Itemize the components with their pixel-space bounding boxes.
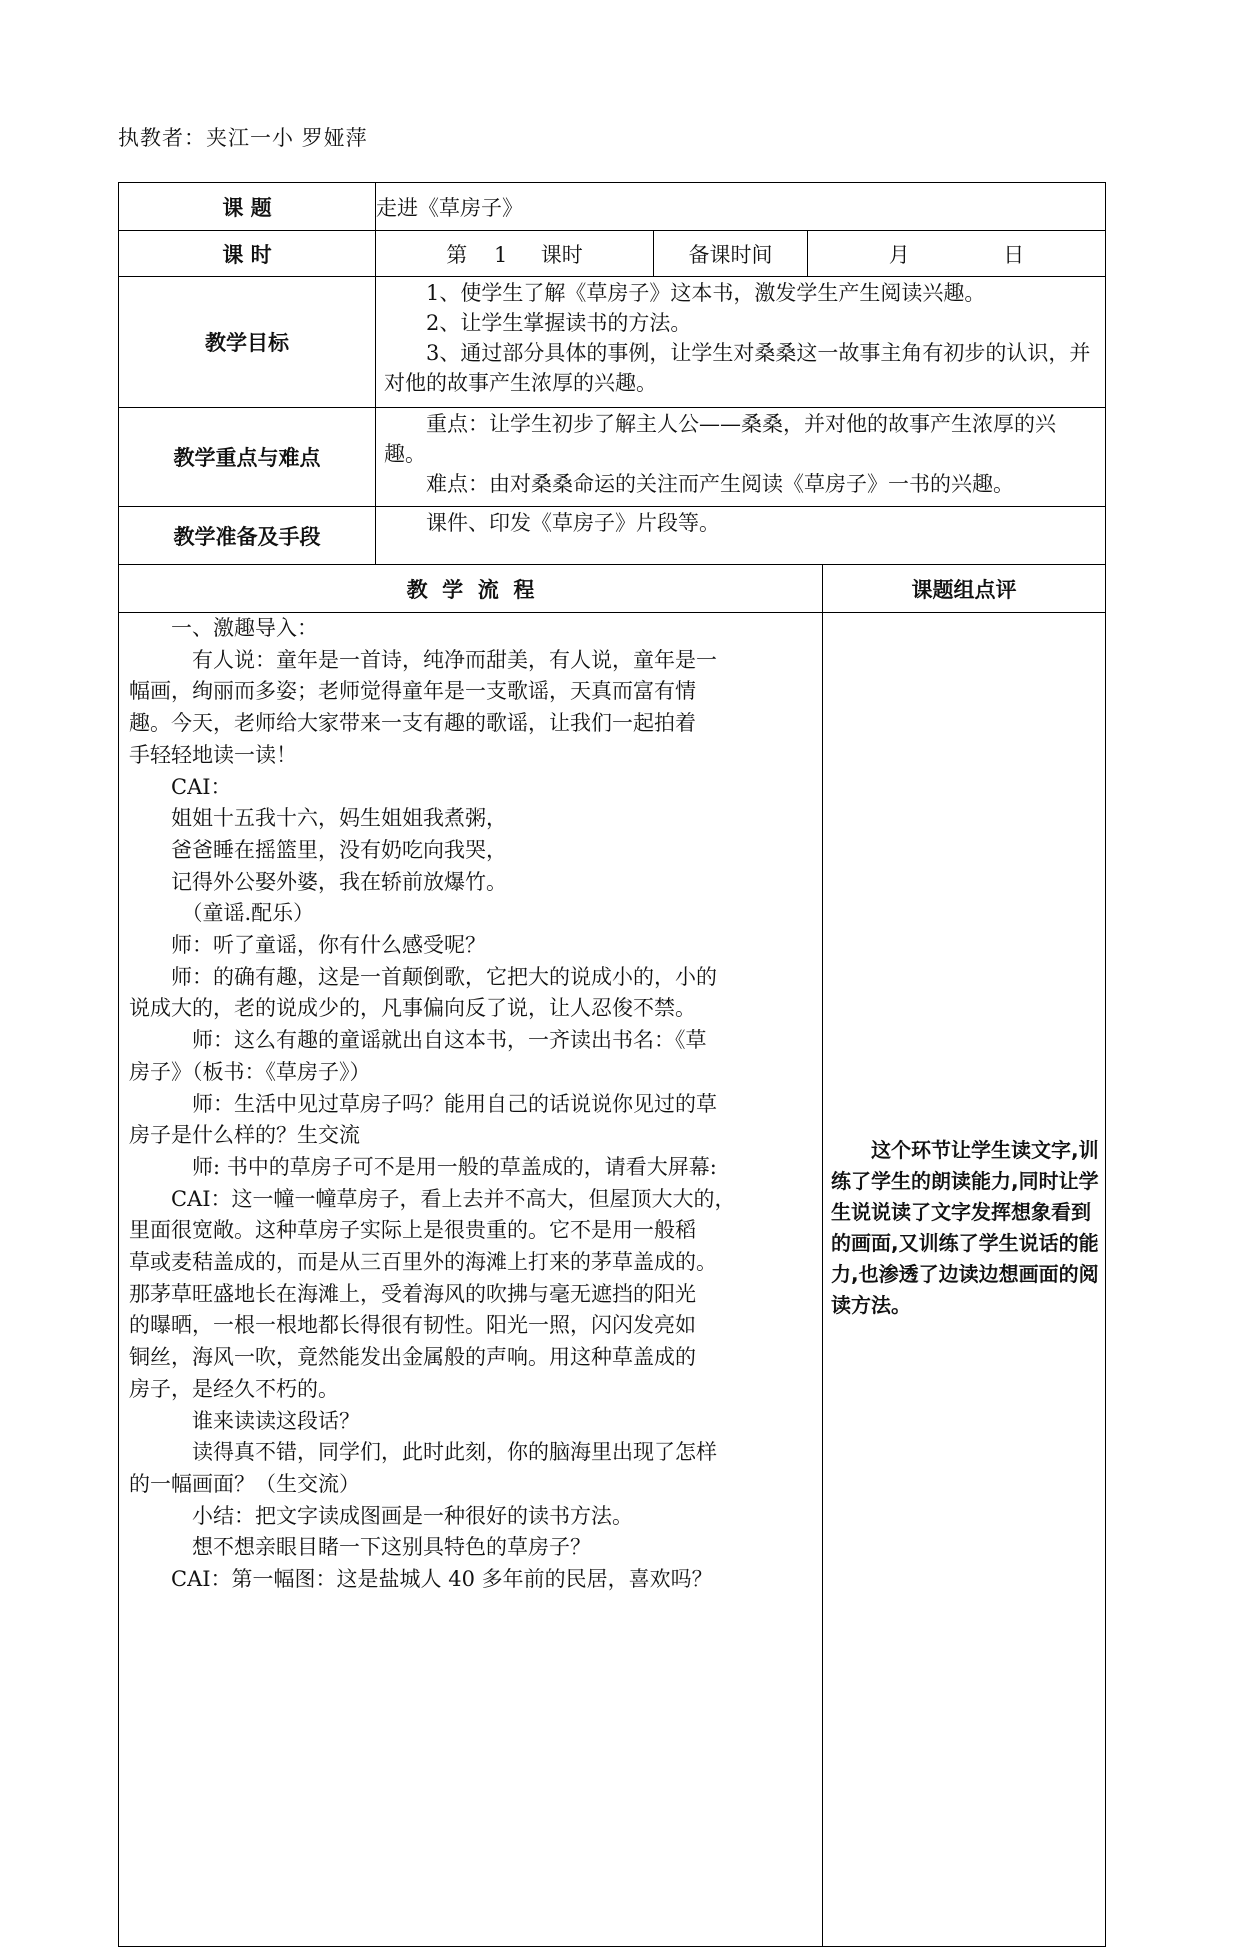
comment-text: 这个环节让学生读文字,训练了学生的朗读能力,同时让学生说说读了文字发挥想象看到的画面,又训练了学生说话的能力,也渗透了边读边想画面的阅读方法。 — [831, 1138, 1099, 1317]
flow-line: 里面很宽敞。这种草房子实际上是很贵重的。它不是用一般稻 — [129, 1218, 696, 1243]
flow-line: CAI： — [129, 774, 232, 799]
topic-label: 课 题 — [119, 183, 376, 231]
flow-line: 想不想亲眼目睹一下这别具特色的草房子？ — [129, 1535, 591, 1560]
objective-item: 1、使学生了解《草房子》这本书，激发学生产生阅读兴趣。 — [426, 281, 986, 305]
topic-value: 走进《草房子》 — [376, 183, 1106, 231]
period-value: 第 1 课时 — [376, 231, 654, 277]
key-points-label: 教学重点与难点 — [119, 408, 376, 507]
lesson-info-table — [118, 182, 1106, 565]
flow-line: 的一幅画面？（生交流） — [129, 1471, 360, 1496]
period-label: 课 时 — [119, 231, 376, 277]
preparation-content — [376, 507, 1106, 565]
preparation-label: 教学准备及手段 — [119, 507, 376, 565]
flow-line: 草或麦秸盖成的，而是从三百里外的海滩上打来的茅草盖成的。 — [129, 1250, 717, 1275]
flow-line: 房子是什么样的？生交流 — [129, 1123, 360, 1148]
flow-line: 记得外公娶外婆，我在轿前放爆竹。 — [129, 869, 507, 894]
prep-time-label: 备课时间 — [654, 231, 808, 277]
comment-header: 课题组点评 — [823, 565, 1106, 613]
teacher-line: 执教者：夹江一小 罗娅萍 — [118, 126, 368, 150]
flow-line: 那茅草旺盛地长在海滩上，受着海风的吹拂与毫无遮挡的阳光 — [129, 1281, 696, 1306]
objective-item: 2、让学生掌握读书的方法。 — [426, 311, 692, 335]
flow-line: 一、激趣导入： — [129, 616, 318, 640]
preparation-value: 课件、印发《草房子》片段等。 — [426, 511, 720, 535]
flow-line: 师：生活中见过草房子吗？能用自己的话说说你见过的草 — [129, 1091, 717, 1116]
flow-line: 师：的确有趣，这是一首颠倒歌，它把大的说成小的，小的 — [129, 964, 717, 989]
flow-line: 小结：把文字读成图画是一种很好的读书方法。 — [129, 1503, 633, 1528]
flow-line: 幅画，绚丽而多姿；老师觉得童年是一支歌谣，天真而富有情 — [129, 679, 696, 704]
flow-line: 谁来读读这段话？ — [129, 1408, 360, 1433]
flow-line: 铜丝，海风一吹，竟然能发出金属般的声响。用这种草盖成的 — [129, 1345, 696, 1370]
key-point-item: 重点：让学生初步了解主人公——桑桑，并对他的故事产生浓厚的兴趣。 — [384, 412, 1056, 466]
flow-line: 姐姐十五我十六，妈生姐姐我煮粥， — [129, 806, 507, 831]
flow-line: 读得真不错，同学们，此时此刻，你的脑海里出现了怎样 — [129, 1440, 717, 1465]
flow-header: 教 学 流 程 — [119, 565, 823, 613]
objectives-label: 教学目标 — [119, 277, 376, 408]
flow-line: （童谣.配乐） — [129, 901, 315, 926]
objectives-content — [376, 277, 1106, 408]
comment-cell — [823, 613, 1106, 1947]
flow-line: 师：这么有趣的童谣就出自这本书，一齐读出书名：《草 — [129, 1028, 707, 1053]
flow-line: 房子，是经久不朽的。 — [129, 1376, 339, 1401]
flow-line: 爸爸睡在摇篮里，没有奶吃向我哭， — [129, 837, 507, 862]
teaching-flow-table — [118, 564, 1106, 1947]
flow-line: 趣。今天，老师给大家带来一支有趣的歌谣，让我们一起拍着 — [129, 711, 696, 736]
flow-line: 说成大的，老的说成少的，凡事偏向反了说，让人忍俊不禁。 — [129, 996, 696, 1021]
flow-content — [119, 613, 823, 1947]
flow-line: 师：听了童谣，你有什么感受呢？ — [129, 933, 486, 958]
flow-line: 有人说：童年是一首诗，纯净而甜美，有人说，童年是一 — [129, 647, 717, 672]
flow-line: CAI：这一幢一幢草房子，看上去并不高大，但屋顶大大的， — [129, 1186, 736, 1211]
key-points-content — [376, 408, 1106, 507]
prep-time-value: 月 日 — [808, 231, 1106, 277]
flow-line: 房子》（板书：《草房子》） — [129, 1059, 371, 1084]
flow-line: CAI：第一幅图：这是盐城人 40 多年前的民居，喜欢吗？ — [129, 1567, 713, 1592]
flow-line: 师: 书中的草房子可不是用一般的草盖成的，请看大屏幕: — [129, 1154, 717, 1179]
flow-line: 的曝晒，一根一根地都长得很有韧性。阳光一照，闪闪发亮如 — [129, 1313, 696, 1338]
flow-line: 手轻轻地读一读！ — [129, 742, 297, 767]
difficulty-item: 难点：由对桑桑命运的关注而产生阅读《草房子》一书的兴趣。 — [426, 472, 1014, 496]
objective-item: 3、通过部分具体的事例，让学生对桑桑这一故事主角有初步的认识，并对他的故事产生浓厚的兴趣。 — [384, 341, 1091, 395]
